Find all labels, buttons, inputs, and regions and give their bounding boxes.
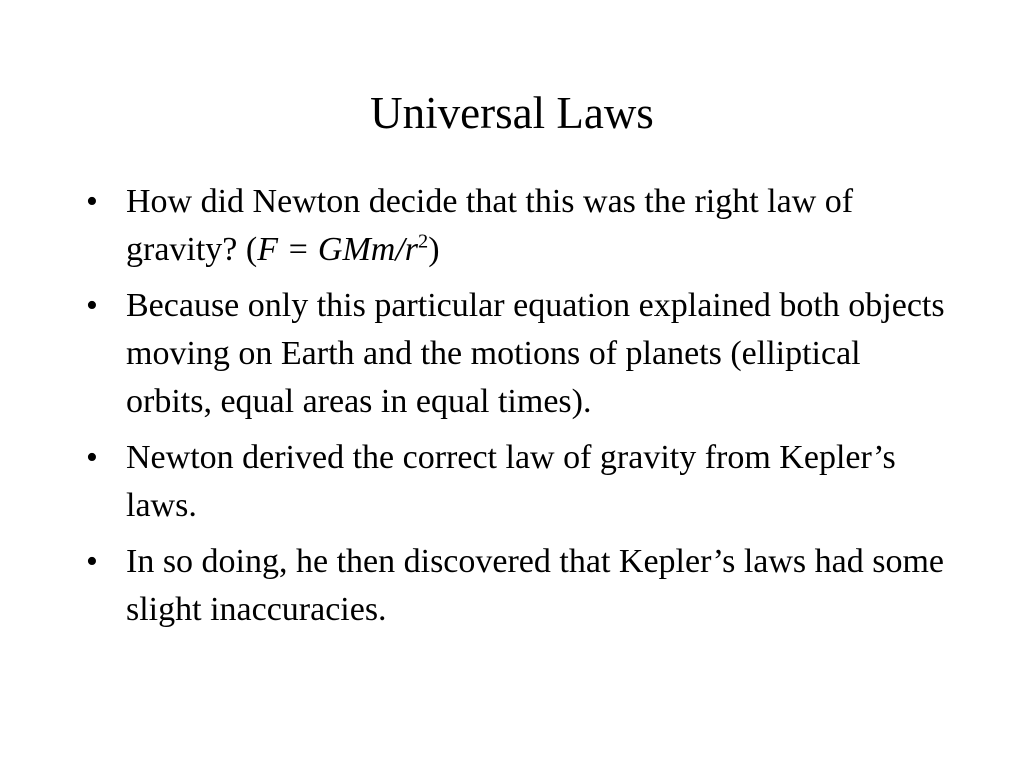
bullet-text: How did Newton decide that this was the right law of gravity? ( bbox=[126, 183, 854, 268]
bullet-icon: • bbox=[86, 439, 98, 476]
slide-title: Universal Laws bbox=[370, 88, 654, 138]
formula-exponent: 2 bbox=[418, 230, 429, 253]
bullet-item-newton-question bbox=[82, 178, 952, 274]
bullet-item-derived-from-kepler bbox=[82, 434, 952, 530]
bullet-text: In so doing, he then discovered that Kepler’s laws had some slight inaccuracies. bbox=[126, 543, 945, 628]
bullet-text: Because only this particular equation explained both objects moving on Earth and the motions of planets (elliptical orbits, equal areas in equal times). bbox=[126, 287, 945, 420]
bullet-item-kepler-inaccuracies bbox=[82, 538, 952, 634]
bullet-item-equation-explained bbox=[82, 282, 952, 426]
bullet-icon: • bbox=[86, 543, 98, 580]
bullet-list bbox=[82, 178, 952, 642]
bullet-icon: • bbox=[86, 183, 98, 220]
formula: F = GMm/r bbox=[257, 231, 419, 268]
bullet-text: Newton derived the correct law of gravity from Kepler’s laws. bbox=[126, 439, 896, 524]
bullet-text-end: ) bbox=[428, 231, 440, 268]
bullet-icon: • bbox=[86, 287, 98, 324]
